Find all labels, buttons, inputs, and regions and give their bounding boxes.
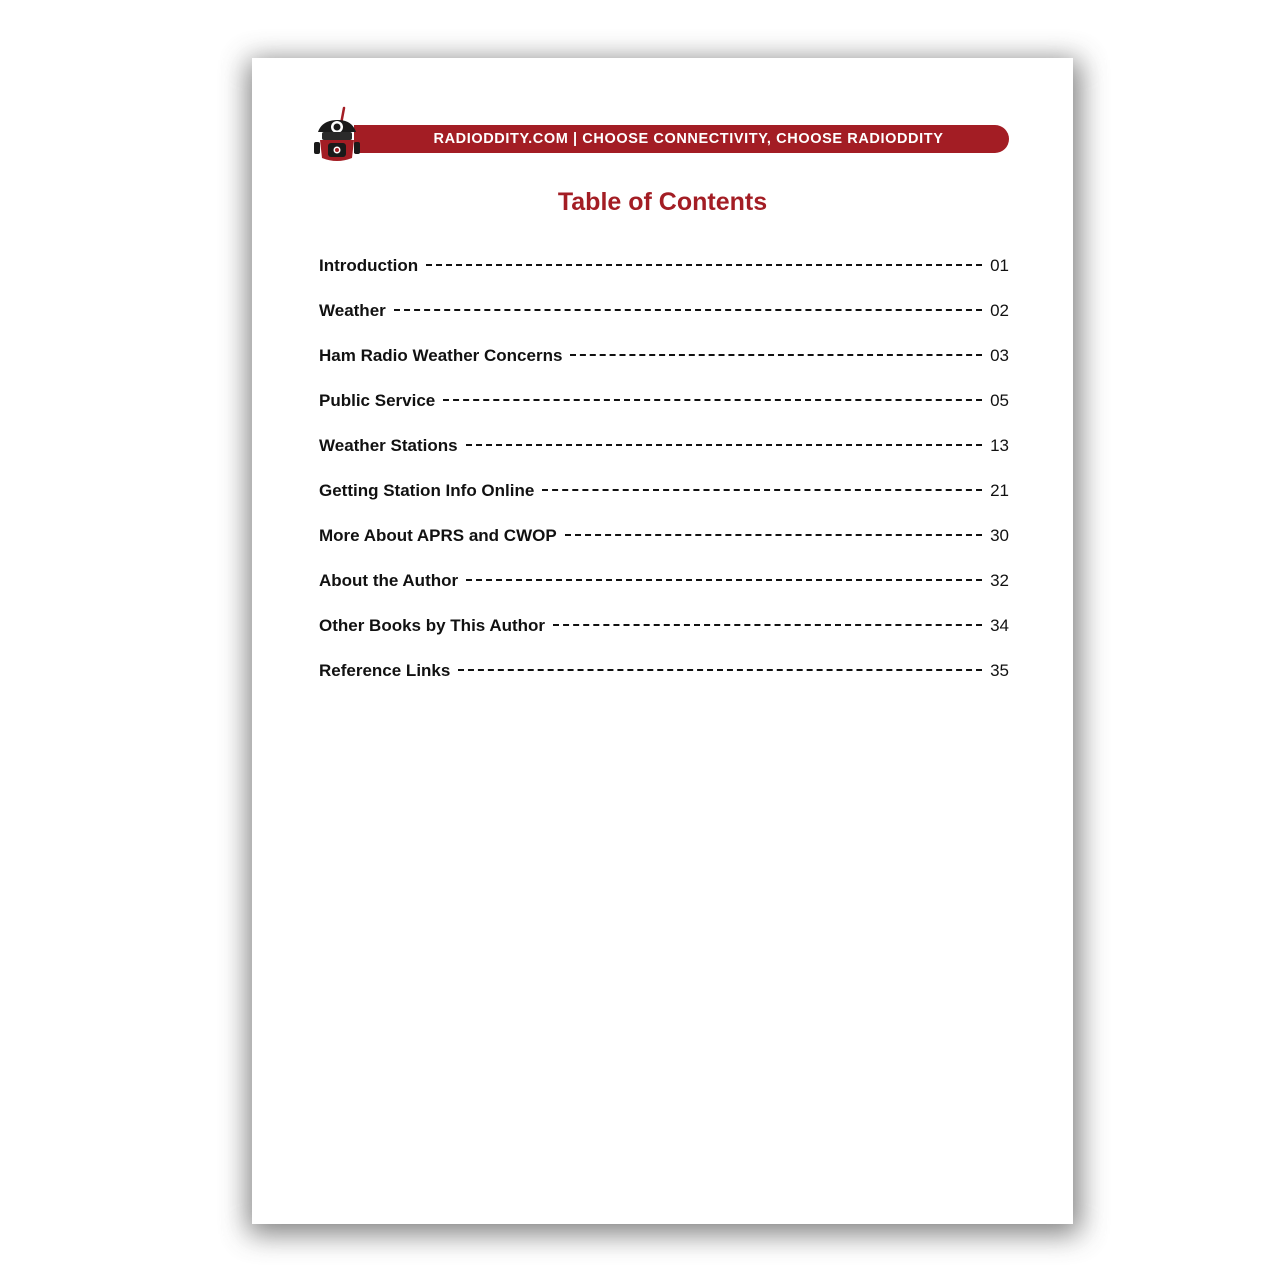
toc-entry[interactable] xyxy=(319,301,1009,346)
toc-dot-leader xyxy=(565,534,982,536)
toc-entry-label: Weather Stations xyxy=(319,436,458,455)
toc-entry[interactable] xyxy=(319,661,1009,706)
toc-dot-leader xyxy=(458,669,982,671)
toc-entry-label: Getting Station Info Online xyxy=(319,481,535,500)
toc-page-number: 35 xyxy=(990,661,1009,680)
toc-entry-label: Reference Links xyxy=(319,661,451,680)
toc-entry-label: Introduction xyxy=(319,256,419,275)
toc-entry-label: Other Books by This Author xyxy=(319,616,546,635)
toc-page-number: 05 xyxy=(990,391,1009,410)
toc-dot-leader xyxy=(466,444,983,446)
toc-dot-leader xyxy=(466,579,982,581)
toc-page-number: 13 xyxy=(990,436,1009,455)
page-title: Table of Contents xyxy=(557,188,768,216)
toc-entry-label: Weather xyxy=(319,301,386,320)
toc-dot-leader xyxy=(542,489,982,491)
toc-entry[interactable] xyxy=(319,346,1009,391)
header-banner xyxy=(354,125,1009,153)
toc-entry-label: Ham Radio Weather Concerns xyxy=(319,346,563,365)
toc-page-number: 34 xyxy=(990,616,1009,635)
toc-entry[interactable] xyxy=(319,571,1009,616)
toc-entry[interactable] xyxy=(319,526,1009,571)
toc-dot-leader xyxy=(570,354,982,356)
table-of-contents xyxy=(319,256,1009,706)
toc-page-number: 02 xyxy=(990,301,1009,320)
toc-entry[interactable] xyxy=(319,256,1009,301)
radioddity-robot-logo-icon xyxy=(314,106,360,164)
toc-dot-leader xyxy=(443,399,982,401)
toc-entry[interactable] xyxy=(319,481,1009,526)
toc-dot-leader xyxy=(426,264,982,266)
toc-entry-label: More About APRS and CWOP xyxy=(319,526,557,545)
toc-entry-label: About the Author xyxy=(319,571,459,590)
toc-entry-label: Public Service xyxy=(319,391,436,410)
toc-page-number: 01 xyxy=(990,256,1009,275)
toc-dot-leader xyxy=(394,309,982,311)
toc-dot-leader xyxy=(553,624,982,626)
toc-page-number: 32 xyxy=(990,571,1009,590)
toc-page-number: 03 xyxy=(990,346,1009,365)
toc-entry[interactable] xyxy=(319,436,1009,481)
document-page xyxy=(252,58,1073,1224)
toc-page-number: 30 xyxy=(990,526,1009,545)
toc-entry[interactable] xyxy=(319,616,1009,661)
toc-entry[interactable] xyxy=(319,391,1009,436)
toc-page-number: 21 xyxy=(990,481,1009,500)
banner-text: RADIODDITY.COM | CHOOSE CONNECTIVITY, CHOOSE RADIODDITY xyxy=(433,131,944,147)
